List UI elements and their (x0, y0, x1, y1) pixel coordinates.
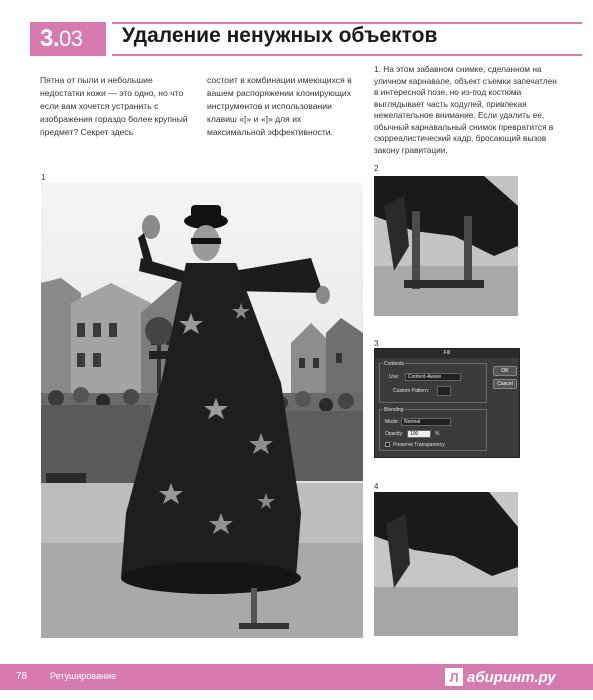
labirint-watermark-text: абиринт.ру (467, 668, 556, 686)
labirint-watermark (445, 666, 585, 688)
preserve-transparency-label: Preserve Transparency (393, 442, 445, 448)
mode-label: Mode: (385, 419, 399, 425)
labirint-logo-icon: Л (445, 668, 463, 686)
opacity-input[interactable]: 100 (407, 430, 431, 438)
dialog-title: Fill (375, 349, 519, 358)
page-title: Удаление ненужных объектов (122, 24, 438, 47)
custom-pattern-label: Custom Pattern: (393, 388, 430, 394)
cancel-button[interactable]: Cancel (493, 379, 517, 389)
contents-group (379, 363, 487, 403)
blending-label: Blending (384, 407, 404, 413)
footer-section-label: Ретуширование (50, 671, 116, 681)
figure-number-1: 1 (41, 173, 46, 182)
use-select[interactable]: Content-Aware (405, 373, 461, 381)
stilt-walker-illustration (41, 183, 363, 638)
opacity-label: Opacity: (385, 431, 404, 437)
fill-dialog (374, 348, 520, 458)
preserve-transparency-checkbox[interactable] (385, 442, 390, 447)
step1-caption: 1. На этом забавном снимке, сделанном на уличном карнавале, объект съемки запечатлен в интересной позе, но из-под костюма выглядывает часть ходулей, привлекая нежелательное внимание. Если удалить ее, обычный карнавальный снимок превратится в сюрреалистический кадр, бросающий вызов закону гравитации. (374, 64, 557, 155)
stilt-removed-photo (374, 492, 518, 636)
mode-select[interactable]: Normal (401, 418, 451, 426)
ok-button[interactable]: OK (493, 366, 517, 376)
figure-number-2: 2 (374, 164, 379, 173)
opacity-unit: % (435, 431, 440, 437)
contents-label: Contents (384, 361, 405, 367)
stilt-walker-photo (41, 183, 363, 638)
use-label: Use: (389, 374, 400, 380)
page-number: 78 (16, 671, 28, 682)
figure-number-3: 3 (374, 339, 379, 348)
stilt-closeup-illustration (374, 176, 518, 316)
intro-column-2: состоит в комбинации имеющихся в вашем распоряжении клонирующих инструментов и использовании клавиш «[» и «]» для их максимальной эффективности. (207, 75, 352, 137)
intro-column-1: Пятна от пыли и небольшие недостатки кожи — это одно, но что если вам хочется устранить с изображения гораздо более крупный предмет? Секрет здесь (40, 75, 188, 137)
figure-number-4: 4 (374, 482, 379, 491)
section-badge (30, 22, 106, 56)
custom-pattern-picker[interactable] (437, 386, 451, 396)
stilt-closeup-photo (374, 176, 518, 316)
stilt-removed-illustration (374, 492, 518, 636)
section-number: 3. (40, 25, 60, 52)
section-subnumber: 03 (59, 26, 83, 51)
